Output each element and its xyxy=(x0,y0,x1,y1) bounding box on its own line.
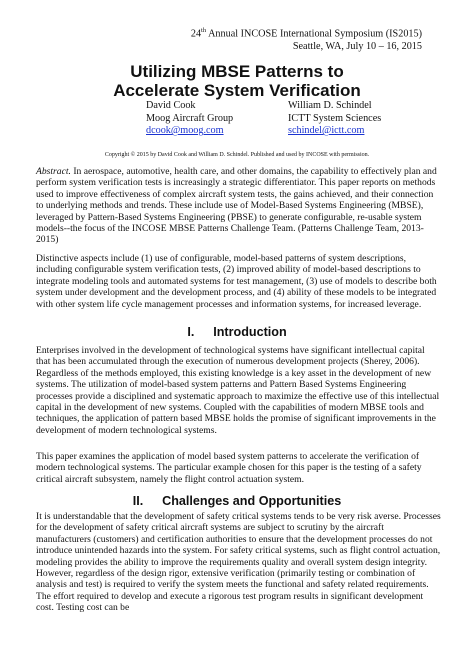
author-block-2 xyxy=(288,100,381,138)
author-name: William D. Schindel xyxy=(288,100,372,111)
conference-name: Annual INCOSE International Symposium (IS2015) xyxy=(206,28,422,40)
title-line-1: Utilizing MBSE Patterns to xyxy=(130,62,344,81)
author-name: David Cook xyxy=(146,100,196,111)
challenges-paragraph-1 xyxy=(36,511,441,614)
author-email-link[interactable]: dcook@moog.com xyxy=(146,125,224,137)
introduction-paragraph-2 xyxy=(36,451,441,485)
abstract-paragraph-2 xyxy=(36,253,441,310)
conference-line-1 xyxy=(191,24,422,40)
paper-title xyxy=(0,62,474,100)
ordinal-number: 24 xyxy=(190,28,202,40)
copyright-notice: Copyright © 2015 by David Cook and William D. Schindel. Published and used by INCOSE with permission. xyxy=(104,152,370,158)
title-line-2: Accelerate System Verification xyxy=(113,81,361,100)
author-affiliation: Moog Aircraft Group xyxy=(146,112,234,124)
author-affiliation: ICTT System Sciences xyxy=(288,112,382,124)
abstract xyxy=(36,166,441,246)
conference-header xyxy=(191,24,422,53)
ordinal-suffix: th xyxy=(201,27,207,34)
paragraph-text: This paper examines the application of model based system patterns to accelerate the verification of modern technological systems. The particular example chosen for this paper is the testing of a safety critical aircraft subsystem, namely the flight control actuation system. xyxy=(36,451,422,485)
section-heading-introduction: I. Introduction xyxy=(187,325,287,339)
paragraph-text: Enterprises involved in the development of technological systems have significant intellectual capital that has been accumulated through the execution of numerous development projects (Sherey, 2006). Regardless of the methods employed, this existing knowledge is a key asset in the development of new systems. The utilization of model-based system patterns and Pattern Based Systems Engineering processes provide a disciplined and systematic approach to maximize the effective use of this intellectual capital in the development of new systems. Coupled with the capabilities of modern MBSE tools and techniques, the application of pattern based MBSE holds the promise of significant improvements in the development of modern technological systems. xyxy=(36,345,440,436)
paragraph-text: Distinctive aspects include (1) use of configurable, model-based patterns of system descriptions, including configurable system verification tests, (2) improved ability of model-based descriptions to integrate modeling tools and automated systems for test management, (3) use of models to describe both system under development and the development process, and (4) ability of these models to be integrated with other system life cycle management processes and information systems, for increased leverage. xyxy=(36,253,437,310)
introduction-paragraph-1 xyxy=(36,345,441,436)
abstract-label: Abstract. xyxy=(36,166,71,177)
abstract-text: In aerospace, automotive, health care, and other domains, the capability to effectively plan and perform system verification tests is increasingly a strategic differentiator. This paper reports on methods used to improve effectiveness of complex aircraft system tests, the gains achieved, and their connection to underlying methods and trends. These include use of Model-Based Systems Engineering (MBSE), leveraged by Pattern-Based Systems Engineering (PBSE) to generate configurable, re-usable system models--the focus of the INCOSE MBSE Patterns Challenge Team. (Patterns Challenge Team, 2013-2015) xyxy=(36,166,437,246)
author-email-link[interactable]: schindel@ictt.com xyxy=(288,125,365,137)
author-block-1 xyxy=(146,100,233,138)
paragraph-text: It is understandable that the development of safety critical systems tends to be very risk averse. Processes for the development of safety critical aircraft systems are subject to scrutiny by the aircraft manufacturers (customers) and certification authorities to ensure that the development processes do not introduce unintended hazards into the system. For safety critical systems, such as flight control actuation, modeling provides the ability to improve the requirements quality and overall system design integrity. However, regardless of the design rigor, extensive verification (primarily testing or combination of analysis and test) is required to verify the system meets the functional and safety related requirements. The effort required to develop and execute a rigorous test program results in significant development cost. Testing cost can be xyxy=(36,511,441,614)
conference-location-date: Seattle, WA, July 10 – 16, 2015 xyxy=(292,41,422,53)
section-heading-challenges: II. Challenges and Opportunities xyxy=(132,494,342,508)
